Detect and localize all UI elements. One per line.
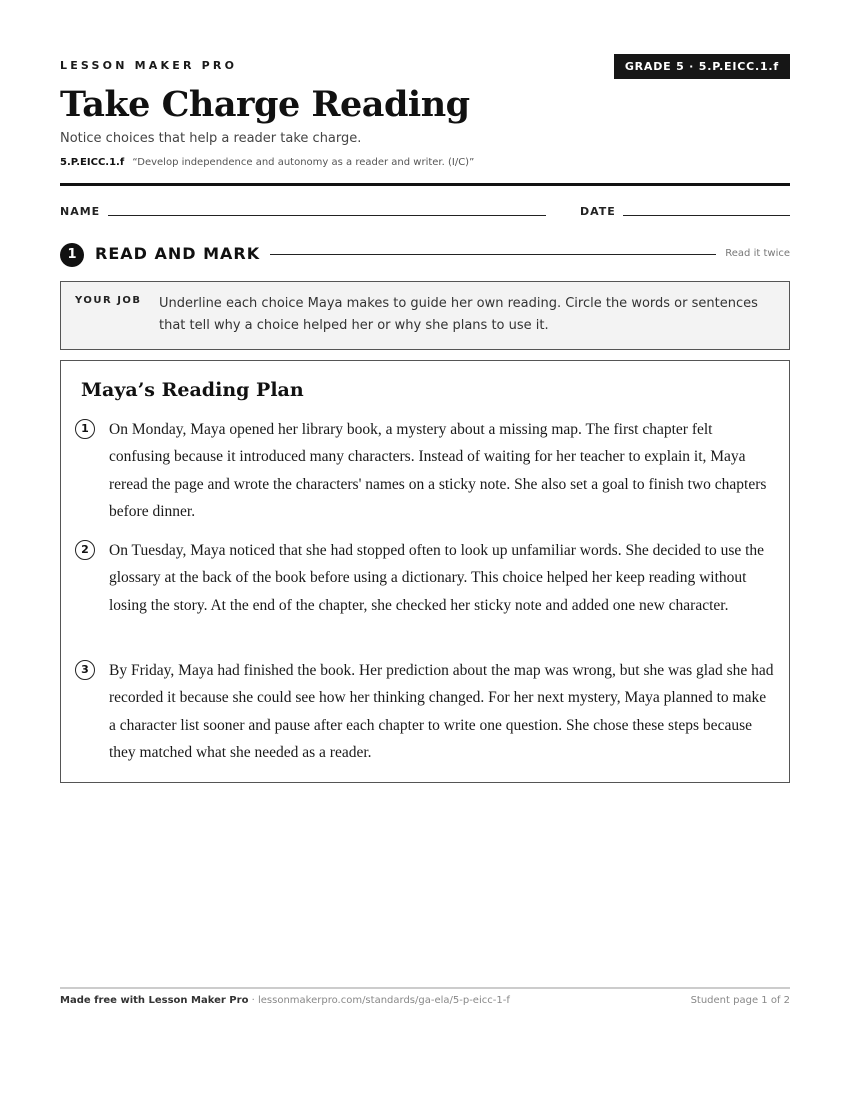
section-divider	[270, 254, 716, 255]
date-field[interactable]	[623, 215, 790, 216]
instructions-text: Underline each choice Maya makes to guide her own reading. Circle the words or sentences that tell why a choice helped her or why she plans to use it.	[159, 296, 758, 333]
instructions-box	[60, 281, 790, 350]
instructions-label: YOUR JOB	[75, 295, 142, 306]
page-indicator: Student page 1 of 2	[690, 995, 790, 1006]
paragraph-number: 1	[75, 419, 95, 439]
section-number-badge: 1	[60, 243, 84, 267]
paragraph-text: On Tuesday, Maya noticed that she had stopped often to look up unfamiliar words. She decided to use the glossary at the back of the book before using a dictionary. This choice helped her keep reading without losing the story. At the end of the chapter, she checked her sticky note and added one new character.	[109, 542, 765, 614]
worksheet-subtitle: Notice choices that help a reader take charge.	[60, 131, 362, 146]
paragraph-number: 2	[75, 540, 95, 560]
worksheet-title: Take Charge Reading	[60, 84, 470, 125]
footer-url[interactable]: · lessonmakerpro.com/standards/ga-ela/5-p-eicc-1-f	[248, 995, 510, 1006]
paragraph-text: By Friday, Maya had finished the book. Her prediction about the map was wrong, but she was glad she had recorded it because she could see how her thinking changed. For her next mystery, Maya planned to make a character list sooner and pause after each chapter to write one question. She chose these steps because they matched what she needed as a reader.	[109, 662, 774, 761]
date-label: DATE	[580, 205, 616, 218]
name-field[interactable]	[108, 215, 546, 216]
standard-text: “Develop independence and autonomy as a reader and writer. (I/C)”	[132, 157, 475, 168]
header-divider	[60, 183, 790, 186]
section-note: Read it twice	[725, 248, 790, 259]
paragraph-number: 3	[75, 660, 95, 680]
footer-brand: Made free with Lesson Maker Pro	[60, 995, 249, 1006]
standard-code: 5.P.EICC.1.f	[60, 157, 125, 168]
brand-name: LESSON MAKER PRO	[60, 59, 238, 72]
passage-title: Maya’s Reading Plan	[81, 379, 304, 401]
footer-credit	[60, 995, 510, 1006]
paragraph-text: On Monday, Maya opened her library book, a mystery about a missing map. The first chapter felt confusing because it introduced many characters. Instead of waiting for her teacher to explain it, Maya reread the page and wrote the characters' names on a sticky note. She also set a goal to finish two chapters before dinner.	[109, 421, 767, 520]
grade-badge: GRADE 5 · 5.P.EICC.1.f	[614, 54, 790, 79]
passage-box	[60, 360, 790, 783]
name-label: NAME	[60, 205, 101, 218]
section-title: READ AND MARK	[95, 244, 261, 263]
standard-line	[60, 157, 474, 168]
footer-divider	[60, 987, 790, 989]
